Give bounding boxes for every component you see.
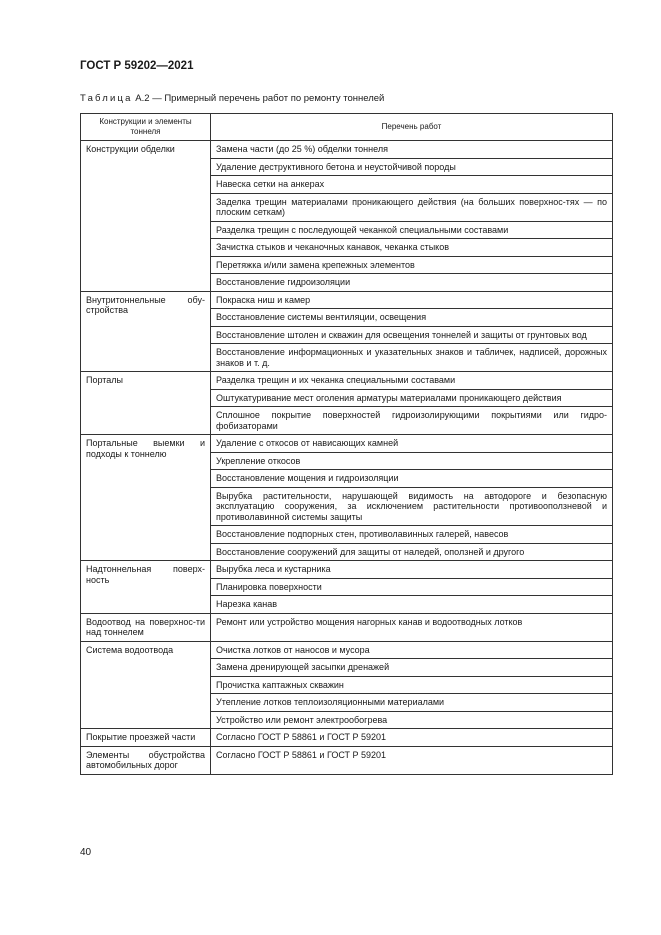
work-item-cell: Разделка трещин и их чеканка специальными составами: [211, 372, 613, 390]
work-item-cell: Разделка трещин с последующей чеканкой специальными составами: [211, 221, 613, 239]
construction-group-cell: Система водоотвода: [81, 641, 211, 729]
work-item-cell: Сплошное покрытие поверхностей гидроизолирующими покрытиями или гидро-фобизаторами: [211, 407, 613, 435]
work-item-cell: Укрепление откосов: [211, 452, 613, 470]
table-row: [81, 729, 613, 747]
table-row: [81, 141, 613, 159]
work-item-cell: Покраска ниш и камер: [211, 291, 613, 309]
work-item-cell: Удаление с откосов от нависающих камней: [211, 435, 613, 453]
work-item-cell: Устройство или ремонт электрообогрева: [211, 711, 613, 729]
table-row: [81, 561, 613, 579]
work-item-cell: Вырубка леса и кустарника: [211, 561, 613, 579]
caption-text: А.2 — Примерный перечень работ по ремонту тоннелей: [132, 93, 385, 104]
work-item-cell: Восстановление информационных и указательных знаков и табличек, надписей, дорожных знаков и т. д.: [211, 344, 613, 372]
work-item-cell: Зачистка стыков и чеканочных канавок, чеканка стыков: [211, 239, 613, 257]
work-item-cell: Оштукатуривание мест оголения арматуры материалами проникающего действия: [211, 389, 613, 407]
column-header-works: Перечень работ: [211, 114, 613, 141]
page-number: 40: [80, 847, 92, 858]
construction-group-cell: Водоотвод на поверхнос-ти над тоннелем: [81, 613, 211, 641]
table-row: [81, 435, 613, 453]
construction-group-cell: Портальные выемки и подходы к тоннелю: [81, 435, 211, 561]
table-row: [81, 641, 613, 659]
work-item-cell: Нарезка канав: [211, 596, 613, 614]
construction-group-cell: Внутритоннельные обу-стройства: [81, 291, 211, 372]
work-item-cell: Прочистка каптажных скважин: [211, 676, 613, 694]
work-item-cell: Утепление лотков теплоизоляционными материалами: [211, 694, 613, 712]
table-caption: [80, 93, 384, 104]
work-item-cell: Восстановление подпорных стен, противолавинных галерей, навесов: [211, 526, 613, 544]
work-item-cell: Восстановление штолен и скважин для освещения тоннелей и защиты от грунтовых вод: [211, 326, 613, 344]
header-row: [81, 114, 613, 141]
work-item-cell: Восстановление гидроизоляции: [211, 274, 613, 292]
work-item-cell: Замена дренирующей засыпки дренажей: [211, 659, 613, 677]
work-item-cell: Восстановление системы вентиляции, освещения: [211, 309, 613, 327]
table-row: [81, 372, 613, 390]
construction-group-cell: Конструкции обделки: [81, 141, 211, 292]
work-item-cell: Навеска сетки на анкерах: [211, 176, 613, 194]
work-item-cell: Заделка трещин материалами проникающего действия (на больших поверхнос-тях — по плоским сеткам): [211, 193, 613, 221]
work-item-cell: Восстановление мощения и гидроизоляции: [211, 470, 613, 488]
construction-group-cell: Надтоннельная поверх-ность: [81, 561, 211, 614]
document-header: ГОСТ Р 59202—2021: [80, 60, 194, 72]
construction-group-cell: Порталы: [81, 372, 211, 435]
work-item-cell: Согласно ГОСТ Р 58861 и ГОСТ Р 59201: [211, 729, 613, 747]
work-item-cell: Вырубка растительности, нарушающей видимость на автодороге и безопасную эксплуатацию сооружения, за исключением растительности противооползневой и противолавинной системы защиты: [211, 487, 613, 526]
construction-group-cell: Покрытие проезжей части: [81, 729, 211, 747]
table-row: [81, 746, 613, 774]
works-table: [80, 113, 613, 775]
work-item-cell: Перетяжка и/или замена крепежных элементов: [211, 256, 613, 274]
work-item-cell: Очистка лотков от наносов и мусора: [211, 641, 613, 659]
work-item-cell: Планировка поверхности: [211, 578, 613, 596]
table-body: [81, 141, 613, 775]
table-row: [81, 291, 613, 309]
table-header: [81, 114, 613, 141]
construction-group-cell: Элементы обустройства автомобильных дорог: [81, 746, 211, 774]
column-header-constructions: Конструкции и элементы тоннеля: [81, 114, 211, 141]
work-item-cell: Замена части (до 25 %) обделки тоннеля: [211, 141, 613, 159]
table-row: [81, 613, 613, 641]
work-item-cell: Восстановление сооружений для защиты от наледей, оползней и другого: [211, 543, 613, 561]
work-item-cell: Согласно ГОСТ Р 58861 и ГОСТ Р 59201: [211, 746, 613, 774]
caption-prefix: Таблица: [80, 93, 133, 104]
work-item-cell: Удаление деструктивного бетона и неустойчивой породы: [211, 158, 613, 176]
work-item-cell: Ремонт или устройство мощения нагорных канав и водоотводных лотков: [211, 613, 613, 641]
